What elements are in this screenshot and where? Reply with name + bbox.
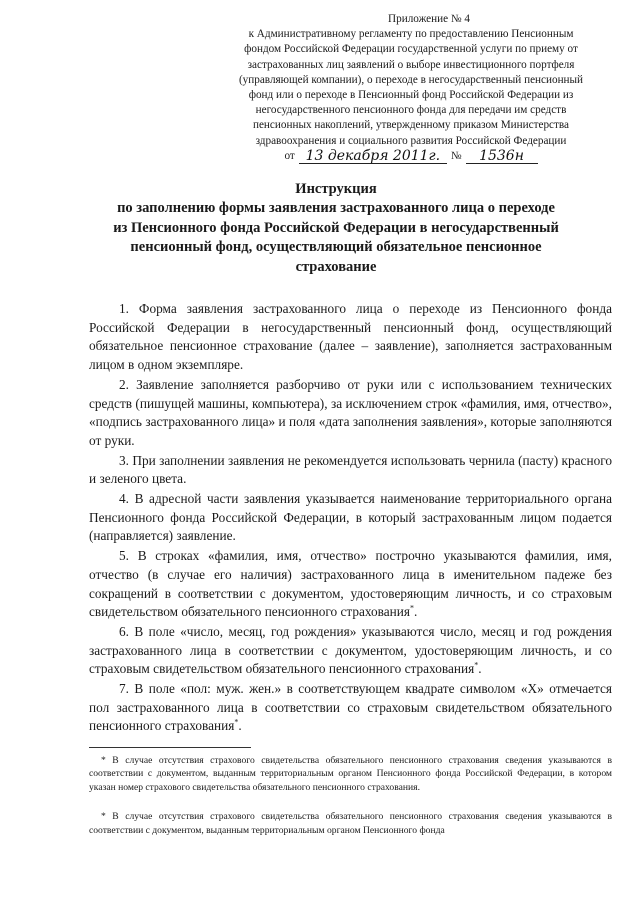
title-line: по заполнению формы заявления застрахованного лица о переходе: [117, 200, 555, 217]
paragraph-ending: .: [414, 604, 418, 620]
title-heading: Инструкция: [295, 181, 377, 197]
date-prefix: от: [284, 149, 295, 162]
paragraph-text: 6. В поле «число, месяц, год рождения» указываются число, месяц и год рождения застрахованного лица в соответствии с документом, удостоверяющим личность, и со страховым свидетельством обязательного пенсионного страхования: [89, 623, 612, 677]
number-prefix: №: [450, 149, 462, 162]
paragraph-5: [89, 547, 612, 622]
appendix-line: фонд или о переходе в Пенсионный фонд Российской Федерации из: [248, 89, 574, 102]
paragraph-2: [89, 376, 612, 451]
appendix-line: к Административному регламенту по предоставлению Пенсионным: [248, 28, 574, 41]
title-line: из Пенсионного фонда Российской Федерации в негосударственный: [113, 219, 559, 236]
paragraph-4: [89, 490, 612, 546]
paragraph-text: 3. При заполнении заявления не рекомендуется использовать чернила (пасту) красного и зеленого цвета.: [89, 452, 612, 487]
paragraph-text: 2. Заявление заполняется разборчиво от руки или с использованием технических средств (пишущей машины, компьютера), за исключением строк «фамилия, имя, отчество», «подпись застрахованного лица» и поля «дата заполнения заявления», которые заполняются от руки.: [89, 376, 612, 448]
paragraph-text: 7. В поле «пол: муж. жен.» в соответствующем квадрате символом «Х» отмечается пол застрахованного лица в соответствии со страховым свидетельством обязательного пенсионного страхования: [89, 681, 612, 734]
footnote-1: * В случае отсутствия страхового свидетельства обязательного пенсионного страхования сведения указываются в соответствии с документом, выданным территориальным органом Пенсионного фонда Российской Федерации, в котором указан номер страхового свидетельства обязательного пенсионного страхования.: [89, 755, 612, 793]
footnote-divider: [89, 747, 251, 748]
paragraph-ending: .: [478, 661, 482, 677]
paragraph-text: 1. Форма заявления застрахованного лица о переходе из Пенсионного фонда Российской Федерации в негосударственный пенсионный фонд, осуществляющий обязательное пенсионное страхование (далее – заявление), заполняется застрахованным лицом в одном экземпляре.: [89, 301, 612, 373]
instruction-body: [89, 300, 612, 736]
footnotes: [89, 754, 612, 853]
paragraph-6: [89, 623, 612, 679]
paragraph-text: 4. В адресной части заявления указывается наименование территориального органа Пенсионного фонда Российской Федерации, в который застрахованным лицом подается (направляется) заявление.: [89, 491, 612, 544]
title-line: страхование: [295, 258, 377, 275]
handwritten-number: 1536н: [466, 149, 538, 164]
paragraph-text: 5. В строках «фамилия, имя, отчество» построчно указываются фамилия, имя, отчество (в случае его наличия) застрахованного лица в именительном падеже без сокращений в соответствии с документом, удостоверяющим личность, и со страховым свидетельством обязательного пенсионного страхования: [89, 548, 612, 620]
paragraph-1: [89, 300, 612, 375]
paragraph-7: [89, 680, 612, 736]
appendix-header: [226, 12, 596, 164]
appendix-line: (управляющей компании), о переходе в негосударственный пенсионный: [238, 73, 584, 86]
footnote-marker: *: [410, 603, 415, 613]
title-line: пенсионный фонд, осуществляющий обязательное пенсионное: [130, 239, 542, 256]
footnote-marker: *: [474, 660, 479, 670]
paragraph-3: [89, 452, 612, 489]
paragraph-ending: .: [238, 718, 242, 734]
appendix-title: Приложение № 4: [388, 13, 470, 25]
appendix-line: застрахованных лиц заявлений о выборе инвестиционного портфеля: [247, 58, 575, 71]
appendix-line: пенсионных накоплений, утвержденному приказом Министерства: [252, 119, 570, 132]
document-title: [66, 180, 606, 277]
appendix-line: негосударственного пенсионного фонда для передачи им средств: [255, 104, 567, 117]
appendix-line: здравоохранения и социального развития Российской Федерации: [255, 134, 567, 147]
footnote-2: * В случае отсутствия страхового свидетельства обязательного пенсионного страхования сведения указываются в соответствии с документом, выданным территориальным органом Пенсионного фонда: [89, 811, 612, 836]
appendix-line: фондом Российской Федерации государственной услуги по приему от: [244, 43, 578, 56]
order-date-row: [226, 149, 596, 164]
handwritten-date: 13 декабря 2011г.: [299, 149, 447, 164]
footnote-marker: *: [234, 718, 239, 728]
